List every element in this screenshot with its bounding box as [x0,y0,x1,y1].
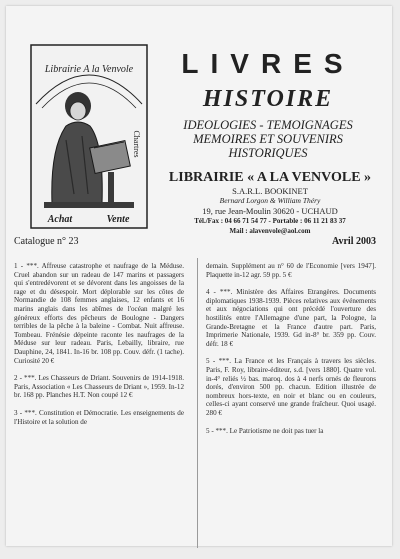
bookshop-phone: Tél./Fax : 04 66 71 54 77 - Portable : 06 11 21 83 37 [194,217,346,225]
catalogue-entry: 1 - ***. Affreuse catastrophe et naufrage de la Méduse. Cruel abandon sur un radeau de 147 marins et passagers qui s'entredévorent et se dévorent dans les angoisses de la rage et du désespoir. Mort déplorable sur les côtes de Normandie de 108 femmes anglaises, 12 enfants et 16 marins anglais dans les abîmes de l'océan malgré les généreux efforts des pêcheurs de Boulogne - Dangers terribles de la pêche à la baleine - Combat. Nuit affreuse. Tombeau. Frénésie dépeinte raconte les naufrages de la Méduse sur leur radeau. Paris, Lebailly, libraire, rue Dauphine, 24, 1841. In-16 br. 108 pp. Couv. défr. (1 tache). Curiosité 20 € [14,262,184,365]
catalogue-date: Avril 2003 [332,236,376,247]
catalogue-entry: demain. Supplément au n° 60 de l'Economie [vers 1947]. Plaquette in-12 agr. 59 pp. 5 € [206,262,376,279]
entries-left-column [14,262,184,435]
bookshop-company: S.A.R.L. BOOKINET [232,186,308,196]
catalogue-entry: 2 - ***. Les Chasseurs de Driant. Souvenirs de 1914-1918. Paris, Association « Les Chasseurs de Driant », 1959. In-12 br. 168 pp. Planches H.T. Non coupé 12 € [14,374,184,400]
subtitle-line: IDEOLOGIES - TEMOIGNAGES [183,118,353,132]
catalogue-entry: 3 - ***. Constitution et Démocratie. Les enseignements de l'Histoire et la solution de [14,408,184,426]
catalogue-subtitle [158,118,378,160]
bookshop-address: 19, rue Jean-Moulin 30620 - UCHAUD [202,206,338,216]
catalogue-number: Catalogue n° 23 [14,236,79,247]
bookshop-mail: Mail : alavenvole@aol.com [229,227,311,235]
bookshop-owners: Bernard Lorgon & William Théry [219,196,321,205]
bookshop-name: LIBRAIRIE « A LA VENVOLE » [168,170,372,185]
catalogue-entry: 5 - ***. Le Patriotisme ne doit pas tuer la [206,426,324,435]
column-divider [197,258,198,548]
catalogue-entry: 4 - ***. Ministère des Affaires Etrangères. Documents diplomatiques 1938-1939. Pièces relatives aux événements et aux négociations qui ont précédé l'ouverture des hostilités entre l'Allemagne d'une part, la Pologne, la Grande-Bretagne et la France d'autre part. Paris, Imprimerie Nationale, 1939. Gd in-8° br. 359 pp. Couv. défr. 18 € [206,288,376,348]
emblem-arc-text: Librairie A la Venvole [44,64,134,75]
catalogue-subject: HISTOIRE [202,86,334,112]
subtitle-line: MEMOIRES ET SOUVENIRS [193,132,343,146]
catalogue-entry: 5 - ***. La France et les Français à travers les siècles. Paris, F. Roy, libraire-éditeur, s.d. [vers 1880]. Quatre vol. in-4° reliés ½ bas. maroq. dos à 4 nerfs ornés de fleurons dorés, d'environ 500 pp. chacun. Edition illustrée de nombreux hors-texte, en noir et blanc ou en couleurs, celles-ci ayant conservé une grande fraîcheur. Quoi usagé. 280 € [206,357,376,417]
catalogue-title: LIVRES [181,48,355,79]
bookshop-emblem [30,44,148,229]
subtitle-line: HISTORIQUES [228,146,308,160]
emblem-side-text: Chartres [132,130,141,158]
bookshop-block [160,170,380,236]
emblem-sell-label: Vente [106,214,130,225]
entries-right-column [206,262,376,444]
emblem-buy-label: Achat [47,214,73,225]
